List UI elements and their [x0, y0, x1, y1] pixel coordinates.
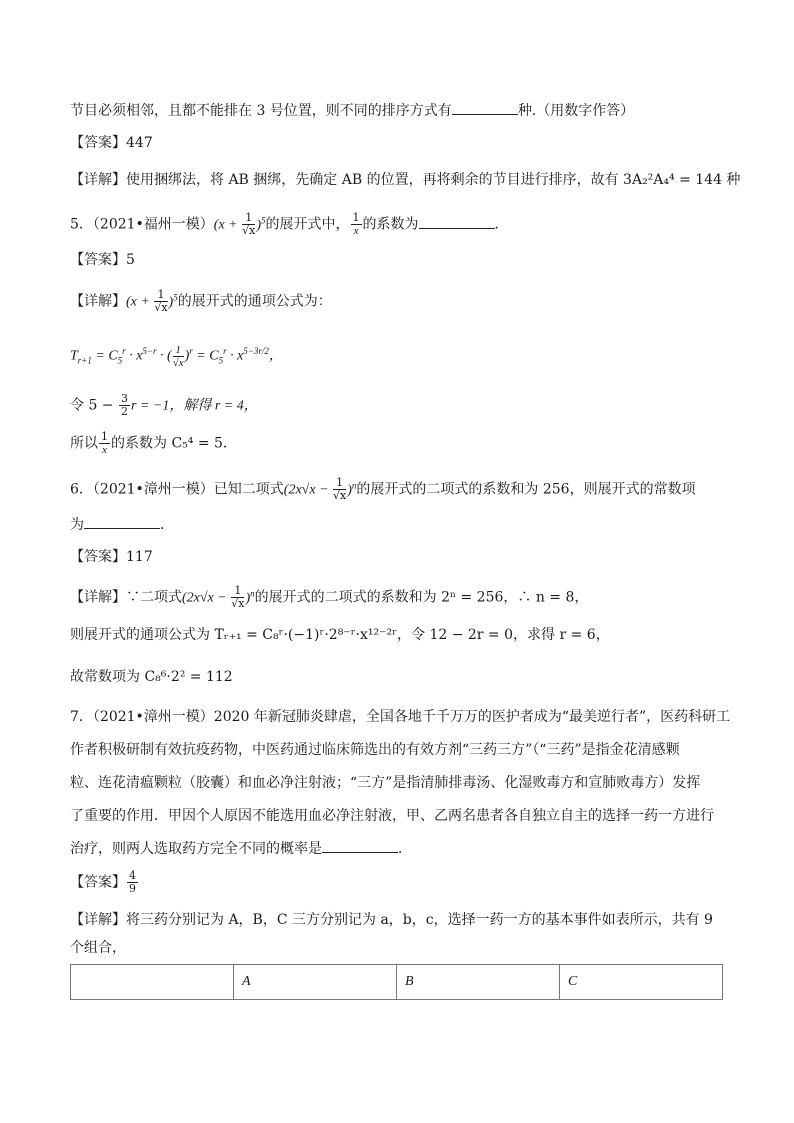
detail-5-line4: 所以 $\frac{1}{x}$ 的系数为 C₅⁴ = 5． [70, 430, 237, 456]
table-cell: B [397, 965, 560, 1000]
detail-label: 【详解】 [70, 293, 126, 310]
q5-suffix: 的系数为 [362, 216, 419, 233]
q4-text: 节目必须相邻，且都不能排在 3 号位置，则不同的排序方式有 [70, 103, 452, 119]
detail-5-formula: $T_{r+1} = C_5^r \cdot x^{5-r}$ · ( $\frac{1}{√x}$ )$^r = C_5^r \cdot x^{5-3r/2}$， [70, 343, 283, 369]
detail-label: 【详解】 [70, 172, 126, 188]
answer-value: 117 [126, 549, 153, 565]
question-7-line1: 7．（2021•漳州一模）2020 年新冠肺炎肆虐，全国各地千千万万的医护者成为“最美逆行者”，医药科研工 [70, 709, 731, 725]
answer-label: 【答案】 [70, 135, 126, 151]
q5-prefix: 5．（2021•福州一模） [70, 216, 214, 233]
detail-text: 使用捆绑法，将 AB 捆绑，先确定 AB 的位置，再将剩余的节目进行排序，故有 3A₂²A₄⁴ = 144 种 [126, 172, 741, 188]
detail-5-line3: 令 5 − $\frac{3}{2}$ r = −1，解得 r = 4， [70, 392, 258, 418]
question-6: 6．（2021•漳州一模）已知二项式(2x√x − $\frac{1}{√x}$ )$^n$的展开式的二项式的系数和为 256，则展开式的常数项 [70, 476, 696, 503]
question-6-line2: 为 ． [70, 514, 174, 535]
answer-label: 【答案】 [70, 252, 126, 268]
answer-blank [84, 514, 160, 529]
answer-7: 【答案】 $\frac{4}{9}$ [70, 869, 136, 895]
answer-blank [452, 100, 518, 115]
detail-6-line3: 故常数项为 C₈⁶·2² = 112 [70, 669, 233, 685]
answer-value: 447 [126, 135, 153, 151]
answer-fraction: $\frac{4}{9}$ [129, 869, 136, 895]
answer-6: 【答案】117 [70, 549, 153, 565]
q4-suffix: 种.（用数字作答） [517, 103, 635, 119]
detail-4 [70, 170, 740, 190]
table-cell [71, 965, 234, 1000]
table-cell: C [560, 965, 723, 1000]
answer-blank [322, 838, 398, 853]
answer-5 [70, 250, 135, 270]
answer-blank [419, 214, 495, 229]
fraction: $\frac{1}{√x}$ [242, 211, 256, 238]
question-7-line4: 了重要的作用．甲因个人原因不能选用血必净注射液，甲、乙两名患者各自独立自主的选择一药一方进行 [70, 808, 714, 824]
table-cell: A [234, 965, 397, 1000]
answer-4 [70, 133, 153, 153]
question-5: 5．（2021•福州一模）(x + $\frac{1}{√x}$ )$^5$的展开式中， $\frac{1}{x}$ 的系数为 ． [70, 211, 509, 238]
answer-value: 5 [126, 252, 135, 268]
detail-7-line1: 【详解】将三药分别记为 A，B，C 三方分别记为 a，b，c，选择一药一方的基本事件如表所示，共有 9 [70, 912, 713, 928]
question4-tail [70, 100, 634, 121]
table-row [71, 965, 723, 1000]
combination-table [70, 964, 723, 1000]
detail-6-line2: 则展开式的通项公式为 Tᵣ₊₁ = C₈ʳ·(−1)ʳ·2⁸⁻ʳ·x¹²⁻²ʳ，令 12 − 2r = 0，求得 r = 6， [70, 627, 610, 643]
q5-mid: 的展开式中， [265, 216, 350, 233]
detail-text: 的展开式的通项公式为： [177, 293, 332, 310]
question-7-line5: 治疗，则两人选取药方完全不同的概率是 ． [70, 838, 412, 859]
detail-7-line2: 个组合， [70, 940, 126, 956]
fraction: $\frac{1}{x}$ [352, 211, 360, 238]
detail-5-line1: 【详解】(x + $\frac{1}{√x}$ )$^5$的展开式的通项公式为： [70, 288, 332, 315]
question-7-line3: 粒、连花清瘟颗粒（胶囊）和血必净注射液；“三方”是指清肺排毒汤、化湿败毒方和宣肺败毒方）发挥 [70, 775, 701, 791]
question-7-line2: 作者积极研制有效抗疫药物，中医药通过临床筛选出的有效方剂“三药三方”（“三药”是指金花清感颗 [70, 742, 680, 758]
detail-6-line1: 【详解】∵二项式(2x√x − $\frac{1}{√x}$ )$^n$的展开式的二项式的系数和为 2ⁿ = 256，∴ n = 8， [70, 584, 589, 611]
